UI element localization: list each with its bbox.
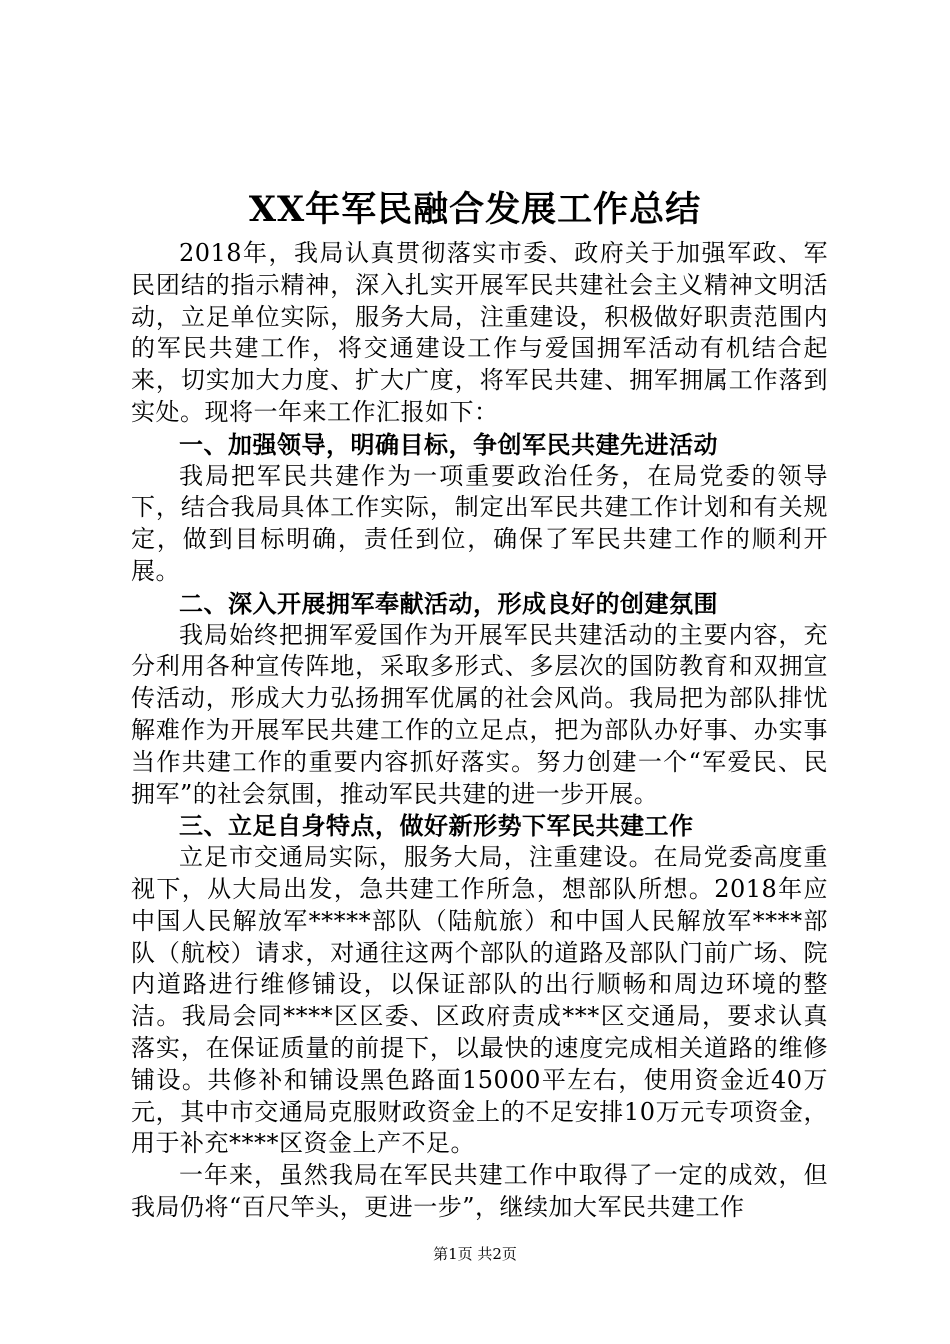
section-1-paragraph: 我局把军民共建作为一项重要政治任务，在局党委的领导下，结合我局具体工作实际，制定出军民共建工作计划和有关规定，做到目标明确，责任到位，确保了军民共建工作的顺利开展。 — [131, 461, 828, 585]
document-title: XX年军民融合发展工作总结 — [248, 189, 702, 230]
intro-paragraph: 2018年，我局认真贯彻落实市委、政府关于加强军政、军民团结的指示精神，深入扎实开展军民共建社会主义精神文明活动，立足单位实际，服务大局，注重建设，积极做好职责范围内的军民共建工作，将交通建设工作与爱国拥军活动有机结合起来，切实加大力度、扩大广度，将军民共建、拥军拥属工作落到实处。现将一年来工作汇报如下： — [131, 239, 828, 426]
closing-paragraph: 一年来，虽然我局在军民共建工作中取得了一定的成效，但我局仍将“百尺竿头，更进一步”，继续加大军民共建工作 — [131, 1161, 828, 1221]
section-2-paragraph: 我局始终把拥军爱国作为开展军民共建活动的主要内容，充分利用各种宣传阵地，采取多形式、多层次的国防教育和双拥宣传活动，形成大力弘扬拥军优属的社会风尚。我局把为部队排忧解难作为开展军民共建工作的立足点，把为部队办好事、办实事当作共建工作的重要内容抓好落实。努力创建一个“军爱民、民拥军”的社会氛围，推动军民共建的进一步开展。 — [131, 620, 828, 808]
page-number-footer: 第1页 共2页 — [433, 1245, 517, 1263]
document-body — [131, 238, 828, 1224]
section-heading-3: 三、立足自身特点，做好新形势下军民共建工作 — [179, 811, 694, 841]
section-heading-2: 二、深入开展拥军奉献活动，形成良好的创建氛围 — [179, 588, 718, 618]
section-heading-1: 一、加强领导，明确目标，争创军民共建先进活动 — [179, 429, 718, 459]
section-3-paragraph: 立足市交通局实际，服务大局，注重建设。在局党委高度重视下，从大局出发，急共建工作所急，想部队所想。2018年应中国人民解放军*****部队（陆航旅）和中国人民解放军****部队（航校）请求，对通往这两个部队的道路及部队门前广场、院内道路进行维修铺设，以保证部队的出行顺畅和周边环境的整洁。我局会同****区区委、区政府责成***区交通局，要求认真落实，在保证质量的前提下，以最快的速度完成相关道路的维修铺设。共修补和铺设黑色路面15000平左右，使用资金近40万元，其中市交通局克服财政资金上的不足安排10万元专项资金，用于补充****区资金上产不足。 — [131, 843, 828, 1158]
